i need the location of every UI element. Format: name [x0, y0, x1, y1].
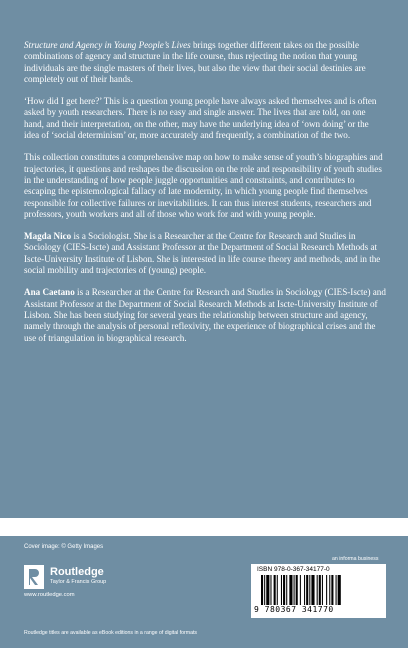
barcode-bar [306, 575, 308, 605]
publisher-block [24, 565, 184, 597]
barcode-bar [300, 575, 301, 605]
barcode-bar [311, 575, 314, 605]
barcode-bar [274, 575, 276, 605]
publisher-url: www.routledge.com [24, 592, 75, 598]
routledge-logo-icon [24, 565, 44, 589]
publisher-name: Routledge [50, 566, 104, 578]
barcode-bar [270, 575, 271, 605]
barcode-bar [326, 575, 327, 605]
barcode-bar [329, 575, 330, 605]
blurb-paragraph-2: ‘How did I get here?’ This is a question young people have always asked themselves and is often asked by youth researchers. There is no easy and single answer. The lives that are told, on one hand, and their interpretation, on the other, may have the underlying idea of ‘own doing’ or the idea of ‘social determinism’ or, more accurately and frequently, a combination of the two. [24, 96, 377, 141]
blurb-paragraph-3: This collection constitutes a comprehensive map on how to make sense of youth’s biographies and trajectories, it questions and reshapes the discussion on the role and responsibility of youth studies in the understanding of how people juggle opportunities and constraints, and contributes to escaping the epistemological fallacy of late modernity, in which young people find themselves responsible for collective failures or inevitabilities. It can thus interest students, researchers and professors, youth workers and all of those who work for and with young people. [24, 152, 383, 219]
barcode-bar [331, 575, 333, 605]
barcode-bar [294, 575, 295, 605]
publisher-group: Taylor & Francis Group [50, 579, 107, 585]
barcode-bar [264, 575, 265, 605]
barcode-bar [296, 575, 298, 605]
barcode-bar [266, 575, 269, 605]
barcode-bar [261, 575, 263, 605]
barcode-number: 9 780367 341770 [254, 605, 334, 614]
barcode-bar [336, 575, 337, 605]
author-bio-1 [24, 231, 386, 276]
barcode-bar [338, 575, 341, 605]
back-cover-text [24, 40, 386, 355]
barcode-bar [317, 575, 318, 605]
barcode-bar [319, 575, 321, 605]
book-title-italic: Structure and Agency in Young People’s Lives [24, 40, 191, 50]
author-bio-text-1: is a Sociologist. She is a Researcher at the Centre for Research and Studies in Sociology (CIES-Iscte) and Assistant Professor at the Department of Social Research Methods at Iscte-University Institute of Lisbon. She is interested in life course theory and methods, and in the social mobility and trajectories of (young) people. [24, 231, 381, 276]
blurb-p1-rest: brings together different takes on the possible combinations of agency and structure in the life course, thus rejecting the notion that young individuals are the single masters of their lives, but also the view that their social destinies are completely out of their hands. [24, 40, 366, 84]
informa-tagline: an informa business [332, 556, 379, 562]
author-name-1: Magda Nico [24, 231, 72, 242]
author-bio-2 [24, 287, 386, 343]
isbn-text: ISBN 978-0-367-34177-0 [257, 566, 330, 573]
author-bio-text-2: is a Researcher at the Centre for Research and Studies in Sociology (CIES-Iscte) and Assistant Professor at the Department of Social Research Methods at Iscte-University Institute of Lisbon. She has been studying for several years the relationship between structure and agency, namely through the analysis of personal reflexivity, the experience of biographical crises and the use of triangulation in biographical research. [24, 287, 386, 343]
barcode-bar [277, 575, 278, 605]
barcode-bar [286, 575, 287, 605]
barcode-bar [283, 575, 285, 605]
author-name-2: Ana Caetano [24, 287, 75, 298]
blurb-paragraph-1 [24, 40, 386, 85]
ebook-note: Routledge titles are available as eBook editions in a range of digital formats [24, 630, 198, 636]
barcode-bar [309, 575, 310, 605]
cover-image-credit: Cover image: © Getty Images [24, 544, 104, 550]
barcode-bar [322, 575, 323, 605]
barcode-icon [261, 575, 376, 605]
subject-category: SOCIOLOGY/YOUTH STUDIES/EDUCATION [24, 523, 386, 535]
barcode-box [251, 564, 386, 618]
barcode-bar [304, 575, 305, 605]
barcode-bar [281, 575, 282, 605]
barcode-bar [289, 575, 292, 605]
